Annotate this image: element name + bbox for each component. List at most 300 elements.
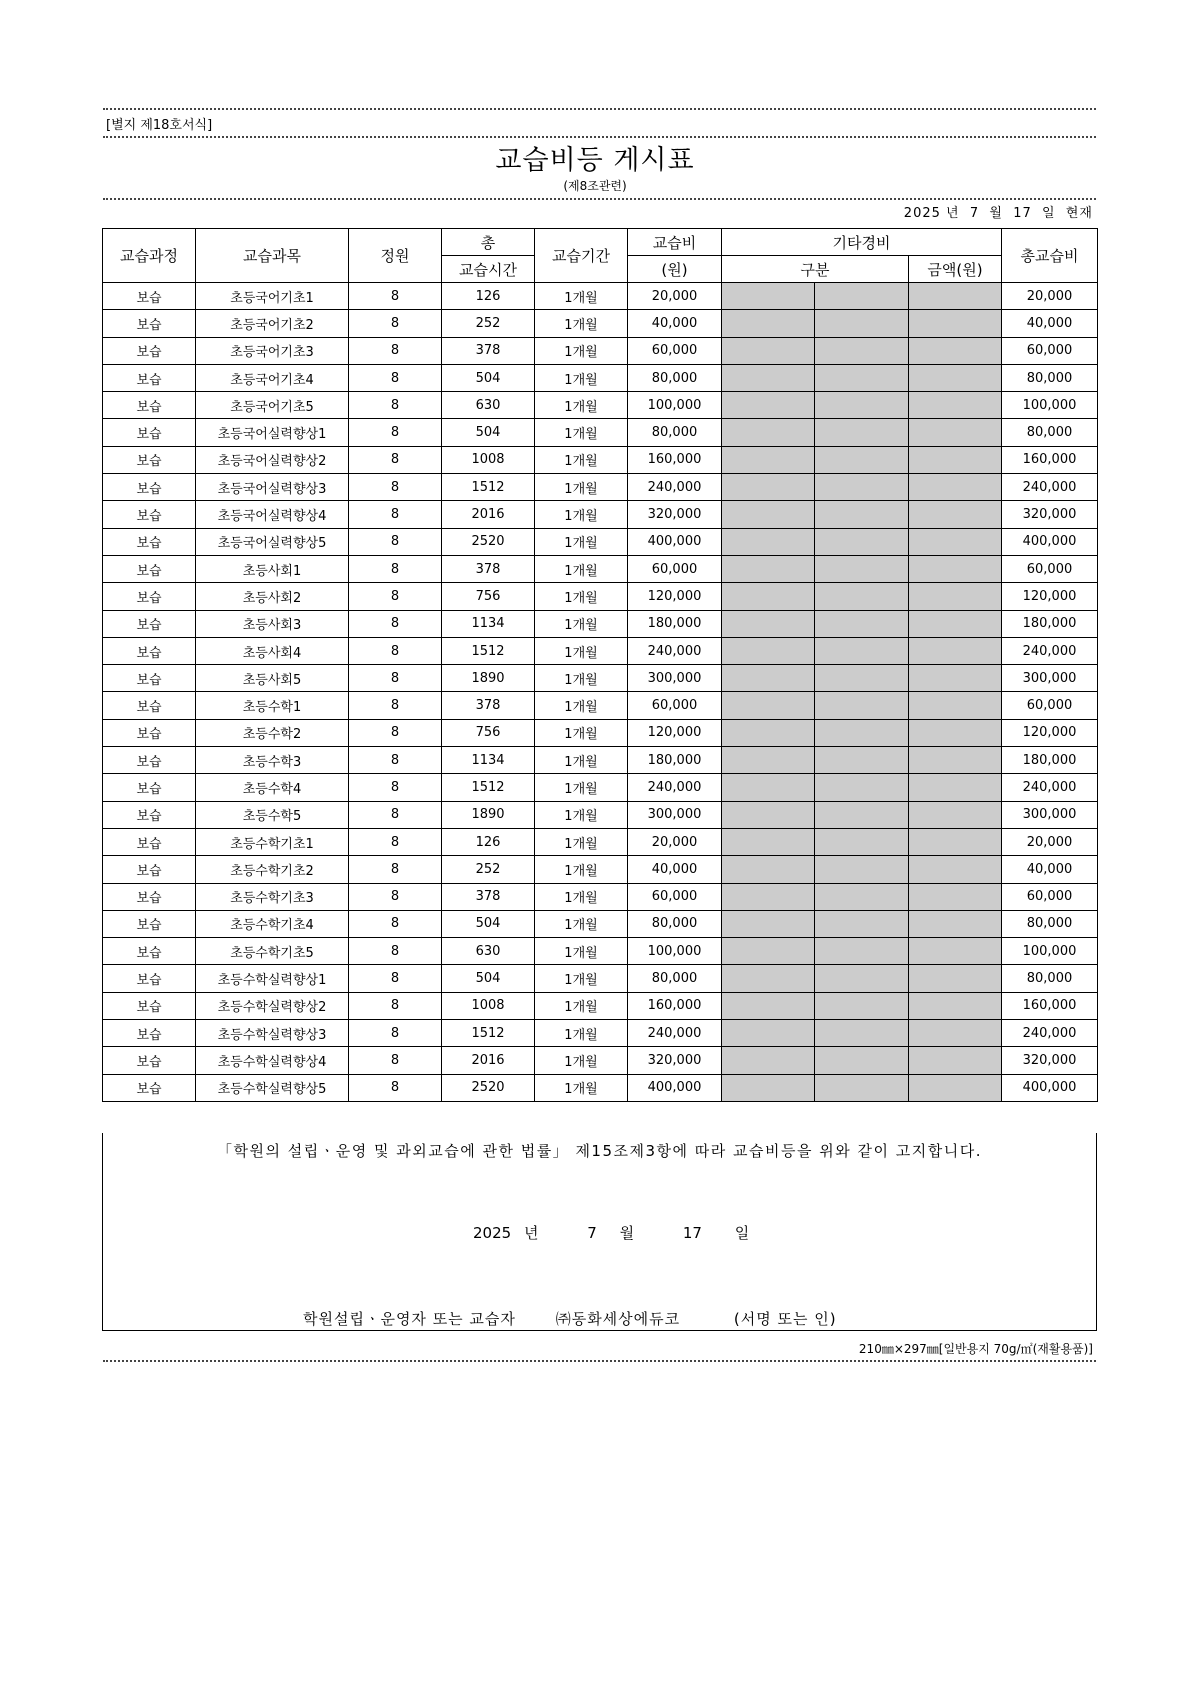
cell-category-2: [815, 528, 909, 555]
cell-category-1: [722, 1020, 815, 1047]
cell-grand-total: 320,000: [1002, 501, 1098, 528]
cell-grand-total: 80,000: [1002, 419, 1098, 446]
cell-category-2: [815, 992, 909, 1019]
cell-amount: [909, 555, 1002, 582]
cell-period: 1개월: [535, 938, 628, 965]
cell-category-2: [815, 1047, 909, 1074]
cell-subject: 초등사회3: [196, 610, 349, 637]
cell-category-2: [815, 419, 909, 446]
cell-period: 1개월: [535, 774, 628, 801]
header-category: 구분: [722, 256, 909, 283]
cell-subject: 초등국어실력향상3: [196, 474, 349, 501]
cell-grand-total: 240,000: [1002, 774, 1098, 801]
cell-course: 보습: [103, 637, 196, 664]
cell-fee: 400,000: [628, 1074, 722, 1101]
cell-category-1: [722, 665, 815, 692]
cell-subject: 초등수학3: [196, 747, 349, 774]
cell-course: 보습: [103, 337, 196, 364]
cell-total-hours: 1512: [442, 774, 535, 801]
cell-period: 1개월: [535, 719, 628, 746]
cell-category-1: [722, 719, 815, 746]
cell-subject: 초등수학1: [196, 692, 349, 719]
cell-total-hours: 1890: [442, 665, 535, 692]
cell-total-hours: 378: [442, 337, 535, 364]
cell-period: 1개월: [535, 637, 628, 664]
cell-grand-total: 60,000: [1002, 337, 1098, 364]
cell-category-1: [722, 938, 815, 965]
as-of-year: 2025: [903, 206, 941, 221]
cell-course: 보습: [103, 910, 196, 937]
cell-category-2: [815, 965, 909, 992]
cell-period: 1개월: [535, 883, 628, 910]
cell-course: 보습: [103, 583, 196, 610]
cell-amount: [909, 474, 1002, 501]
cell-capacity: 8: [349, 637, 442, 664]
cell-total-hours: 1890: [442, 801, 535, 828]
cell-amount: [909, 665, 1002, 692]
cell-amount: [909, 1074, 1002, 1101]
cell-course: 보습: [103, 364, 196, 391]
cell-category-2: [815, 555, 909, 582]
cell-capacity: 8: [349, 910, 442, 937]
cell-category-2: [815, 337, 909, 364]
cell-category-1: [722, 555, 815, 582]
as-of-suffix: 현재: [1065, 206, 1093, 221]
top-dotted-rule-3: [103, 198, 1096, 200]
cell-fee: 180,000: [628, 610, 722, 637]
cell-course: 보습: [103, 992, 196, 1019]
cell-grand-total: 300,000: [1002, 801, 1098, 828]
cell-fee: 180,000: [628, 747, 722, 774]
cell-category-1: [722, 747, 815, 774]
table-row: [103, 364, 1098, 391]
cell-fee: 240,000: [628, 637, 722, 664]
as-of-year-unit: 년: [946, 206, 960, 221]
cell-total-hours: 1512: [442, 637, 535, 664]
cell-subject: 초등수학실력향상1: [196, 965, 349, 992]
cell-amount: [909, 747, 1002, 774]
cell-course: 보습: [103, 665, 196, 692]
cell-fee: 60,000: [628, 337, 722, 364]
cell-capacity: 8: [349, 883, 442, 910]
cell-category-1: [722, 965, 815, 992]
cell-subject: 초등수학실력향상5: [196, 1074, 349, 1101]
cell-capacity: 8: [349, 446, 442, 473]
cell-category-2: [815, 828, 909, 855]
cell-fee: 300,000: [628, 665, 722, 692]
cell-capacity: 8: [349, 938, 442, 965]
top-dotted-rule-1: [103, 108, 1096, 110]
table-row: [103, 1074, 1098, 1101]
cell-capacity: 8: [349, 474, 442, 501]
cell-subject: 초등국어기초1: [196, 283, 349, 310]
cell-fee: 100,000: [628, 938, 722, 965]
cell-fee: 80,000: [628, 364, 722, 391]
cell-fee: 320,000: [628, 1047, 722, 1074]
cell-total-hours: 630: [442, 938, 535, 965]
cell-course: 보습: [103, 747, 196, 774]
cell-course: 보습: [103, 828, 196, 855]
cell-category-1: [722, 310, 815, 337]
cell-total-hours: 126: [442, 828, 535, 855]
cell-capacity: 8: [349, 392, 442, 419]
cell-category-1: [722, 828, 815, 855]
cell-total-hours: 504: [442, 910, 535, 937]
cell-subject: 초등국어기초4: [196, 364, 349, 391]
cell-period: 1개월: [535, 364, 628, 391]
cell-category-1: [722, 610, 815, 637]
cell-category-2: [815, 637, 909, 664]
cell-fee: 120,000: [628, 583, 722, 610]
cell-grand-total: 60,000: [1002, 555, 1098, 582]
cell-total-hours: 1512: [442, 474, 535, 501]
cell-capacity: 8: [349, 501, 442, 528]
cell-course: 보습: [103, 446, 196, 473]
cell-category-2: [815, 938, 909, 965]
cell-total-hours: 1134: [442, 610, 535, 637]
table-row: [103, 1020, 1098, 1047]
cell-amount: [909, 637, 1002, 664]
cell-grand-total: 20,000: [1002, 283, 1098, 310]
cell-capacity: 8: [349, 337, 442, 364]
cell-total-hours: 504: [442, 419, 535, 446]
cell-period: 1개월: [535, 856, 628, 883]
cell-subject: 초등수학실력향상4: [196, 1047, 349, 1074]
cell-total-hours: 378: [442, 692, 535, 719]
cell-grand-total: 80,000: [1002, 364, 1098, 391]
cell-grand-total: 60,000: [1002, 883, 1098, 910]
table-row: [103, 774, 1098, 801]
cell-capacity: 8: [349, 719, 442, 746]
cell-amount: [909, 583, 1002, 610]
cell-total-hours: 2520: [442, 528, 535, 555]
cell-amount: [909, 856, 1002, 883]
cell-amount: [909, 883, 1002, 910]
cell-amount: [909, 392, 1002, 419]
cell-grand-total: 80,000: [1002, 910, 1098, 937]
cell-subject: 초등국어실력향상1: [196, 419, 349, 446]
cell-category-1: [722, 856, 815, 883]
cell-grand-total: 80,000: [1002, 965, 1098, 992]
cell-period: 1개월: [535, 283, 628, 310]
cell-fee: 400,000: [628, 528, 722, 555]
cell-capacity: 8: [349, 364, 442, 391]
table-row: [103, 692, 1098, 719]
cell-category-1: [722, 474, 815, 501]
cell-fee: 320,000: [628, 501, 722, 528]
cell-capacity: 8: [349, 610, 442, 637]
cell-period: 1개월: [535, 910, 628, 937]
cell-amount: [909, 692, 1002, 719]
table-row: [103, 310, 1098, 337]
cell-period: 1개월: [535, 474, 628, 501]
form-number: [별지 제18호서식]: [106, 118, 213, 133]
cell-course: 보습: [103, 938, 196, 965]
cell-category-2: [815, 801, 909, 828]
cell-grand-total: 40,000: [1002, 310, 1098, 337]
footer-day: 17: [682, 1224, 702, 1242]
cell-category-1: [722, 637, 815, 664]
cell-category-2: [815, 883, 909, 910]
cell-category-1: [722, 910, 815, 937]
cell-subject: 초등수학2: [196, 719, 349, 746]
signer-name: ㈜동화세상에듀코: [555, 1310, 681, 1328]
header-period: 교습기간: [535, 229, 628, 283]
cell-grand-total: 160,000: [1002, 992, 1098, 1019]
cell-amount: [909, 610, 1002, 637]
cell-subject: 초등국어기초5: [196, 392, 349, 419]
cell-capacity: 8: [349, 1074, 442, 1101]
cell-category-1: [722, 337, 815, 364]
cell-category-2: [815, 1074, 909, 1101]
cell-subject: 초등국어실력향상2: [196, 446, 349, 473]
as-of-date: [904, 202, 1093, 221]
cell-total-hours: 378: [442, 883, 535, 910]
notice-text: 「학원의 설립ㆍ운영 및 과외교습에 관한 법률」 제15조제3항에 따라 교습비등을 위와 같이 고지합니다.: [217, 1142, 982, 1160]
cell-course: 보습: [103, 1047, 196, 1074]
cell-period: 1개월: [535, 801, 628, 828]
table-row: [103, 719, 1098, 746]
cell-total-hours: 756: [442, 583, 535, 610]
cell-total-hours: 126: [442, 283, 535, 310]
cell-category-1: [722, 774, 815, 801]
cell-period: 1개월: [535, 1020, 628, 1047]
cell-category-1: [722, 692, 815, 719]
cell-amount: [909, 1020, 1002, 1047]
cell-category-2: [815, 392, 909, 419]
cell-course: 보습: [103, 692, 196, 719]
cell-grand-total: 100,000: [1002, 392, 1098, 419]
footer-date: [473, 1222, 749, 1243]
cell-subject: 초등수학기초5: [196, 938, 349, 965]
cell-subject: 초등수학기초3: [196, 883, 349, 910]
cell-course: 보습: [103, 419, 196, 446]
cell-amount: [909, 1047, 1002, 1074]
cell-category-2: [815, 610, 909, 637]
cell-capacity: 8: [349, 555, 442, 582]
cell-amount: [909, 965, 1002, 992]
cell-fee: 60,000: [628, 555, 722, 582]
page-title: 교습비등 게시표: [495, 145, 695, 176]
cell-subject: 초등사회1: [196, 555, 349, 582]
table-row: [103, 555, 1098, 582]
cell-category-1: [722, 364, 815, 391]
as-of-day-unit: 일: [1042, 206, 1056, 221]
cell-total-hours: 378: [442, 555, 535, 582]
cell-capacity: 8: [349, 583, 442, 610]
cell-fee: 80,000: [628, 910, 722, 937]
cell-period: 1개월: [535, 665, 628, 692]
table-row: [103, 1047, 1098, 1074]
cell-period: 1개월: [535, 446, 628, 473]
cell-subject: 초등수학기초4: [196, 910, 349, 937]
cell-subject: 초등국어기초2: [196, 310, 349, 337]
cell-fee: 240,000: [628, 1020, 722, 1047]
as-of-month: 7: [969, 206, 980, 221]
table-row: [103, 474, 1098, 501]
cell-category-2: [815, 446, 909, 473]
cell-category-1: [722, 883, 815, 910]
cell-period: 1개월: [535, 392, 628, 419]
table-row: [103, 419, 1098, 446]
cell-category-2: [815, 747, 909, 774]
footer-year-unit: 년: [523, 1224, 539, 1242]
cell-capacity: 8: [349, 528, 442, 555]
cell-grand-total: 120,000: [1002, 583, 1098, 610]
cell-category-1: [722, 501, 815, 528]
footer-month: 7: [587, 1224, 597, 1242]
cell-amount: [909, 801, 1002, 828]
cell-period: 1개월: [535, 1047, 628, 1074]
cell-category-2: [815, 665, 909, 692]
cell-course: 보습: [103, 883, 196, 910]
cell-grand-total: 400,000: [1002, 528, 1098, 555]
bottom-dotted-rule: [103, 1360, 1096, 1362]
cell-fee: 60,000: [628, 883, 722, 910]
cell-total-hours: 2016: [442, 1047, 535, 1074]
table-row: [103, 283, 1098, 310]
cell-course: 보습: [103, 474, 196, 501]
cell-period: 1개월: [535, 965, 628, 992]
cell-fee: 40,000: [628, 310, 722, 337]
cell-amount: [909, 446, 1002, 473]
cell-total-hours: 1008: [442, 446, 535, 473]
cell-subject: 초등수학실력향상2: [196, 992, 349, 1019]
footer-day-unit: 일: [734, 1224, 750, 1242]
cell-grand-total: 400,000: [1002, 1074, 1098, 1101]
cell-subject: 초등국어실력향상4: [196, 501, 349, 528]
cell-category-2: [815, 310, 909, 337]
table-row: [103, 446, 1098, 473]
cell-capacity: 8: [349, 419, 442, 446]
cell-grand-total: 240,000: [1002, 637, 1098, 664]
cell-total-hours: 252: [442, 310, 535, 337]
header-total-hours-bottom: 교습시간: [442, 256, 535, 283]
cell-amount: [909, 910, 1002, 937]
cell-category-1: [722, 283, 815, 310]
header-other-expenses: 기타경비: [722, 229, 1002, 256]
cell-grand-total: 20,000: [1002, 828, 1098, 855]
cell-subject: 초등국어실력향상5: [196, 528, 349, 555]
cell-amount: [909, 528, 1002, 555]
cell-subject: 초등수학4: [196, 774, 349, 801]
cell-fee: 100,000: [628, 392, 722, 419]
cell-category-1: [722, 1047, 815, 1074]
table-row: [103, 828, 1098, 855]
cell-course: 보습: [103, 719, 196, 746]
cell-amount: [909, 310, 1002, 337]
cell-subject: 초등사회5: [196, 665, 349, 692]
cell-grand-total: 240,000: [1002, 474, 1098, 501]
cell-amount: [909, 364, 1002, 391]
cell-total-hours: 2520: [442, 1074, 535, 1101]
cell-total-hours: 1008: [442, 992, 535, 1019]
cell-category-1: [722, 392, 815, 419]
cell-fee: 20,000: [628, 283, 722, 310]
cell-fee: 160,000: [628, 446, 722, 473]
cell-category-1: [722, 992, 815, 1019]
cell-fee: 120,000: [628, 719, 722, 746]
cell-fee: 300,000: [628, 801, 722, 828]
cell-category-1: [722, 583, 815, 610]
cell-course: 보습: [103, 310, 196, 337]
cell-grand-total: 120,000: [1002, 719, 1098, 746]
cell-course: 보습: [103, 392, 196, 419]
cell-subject: 초등수학기초1: [196, 828, 349, 855]
cell-course: 보습: [103, 528, 196, 555]
paper-spec: 210㎜×297㎜[일반용지 70g/㎡(재활용품)]: [858, 1342, 1093, 1356]
cell-capacity: 8: [349, 856, 442, 883]
notice-box: [102, 1133, 1097, 1331]
cell-category-1: [722, 419, 815, 446]
cell-grand-total: 180,000: [1002, 610, 1098, 637]
cell-category-2: [815, 1020, 909, 1047]
cell-category-2: [815, 283, 909, 310]
cell-period: 1개월: [535, 501, 628, 528]
table-row: [103, 883, 1098, 910]
cell-grand-total: 100,000: [1002, 938, 1098, 965]
table-row: [103, 965, 1098, 992]
cell-course: 보습: [103, 801, 196, 828]
table-row: [103, 856, 1098, 883]
table-row: [103, 528, 1098, 555]
footer-year: 2025: [473, 1224, 512, 1242]
cell-category-2: [815, 501, 909, 528]
cell-period: 1개월: [535, 310, 628, 337]
cell-period: 1개월: [535, 828, 628, 855]
cell-category-2: [815, 856, 909, 883]
cell-grand-total: 240,000: [1002, 1020, 1098, 1047]
cell-course: 보습: [103, 1020, 196, 1047]
header-grand-total: 총교습비: [1002, 229, 1098, 283]
as-of-month-unit: 월: [989, 206, 1003, 221]
cell-period: 1개월: [535, 555, 628, 582]
cell-capacity: 8: [349, 965, 442, 992]
table-row: [103, 938, 1098, 965]
cell-category-2: [815, 774, 909, 801]
cell-fee: 80,000: [628, 965, 722, 992]
cell-grand-total: 160,000: [1002, 446, 1098, 473]
cell-capacity: 8: [349, 692, 442, 719]
page-subtitle: (제8조관련): [563, 179, 627, 193]
cell-total-hours: 504: [442, 965, 535, 992]
cell-amount: [909, 828, 1002, 855]
cell-total-hours: 504: [442, 364, 535, 391]
cell-fee: 20,000: [628, 828, 722, 855]
cell-subject: 초등국어기초3: [196, 337, 349, 364]
table-row: [103, 392, 1098, 419]
cell-category-1: [722, 801, 815, 828]
header-course: 교습과정: [103, 229, 196, 283]
cell-subject: 초등수학기초2: [196, 856, 349, 883]
cell-fee: 240,000: [628, 774, 722, 801]
header-fee-bottom: (원): [628, 256, 722, 283]
cell-category-2: [815, 474, 909, 501]
cell-period: 1개월: [535, 337, 628, 364]
fee-table: [102, 228, 1098, 1102]
cell-period: 1개월: [535, 583, 628, 610]
cell-grand-total: 320,000: [1002, 1047, 1098, 1074]
cell-amount: [909, 283, 1002, 310]
cell-amount: [909, 419, 1002, 446]
cell-category-1: [722, 1074, 815, 1101]
cell-grand-total: 300,000: [1002, 665, 1098, 692]
header-capacity: 정원: [349, 229, 442, 283]
cell-total-hours: 2016: [442, 501, 535, 528]
header-amount: 금액(원): [909, 256, 1002, 283]
cell-grand-total: 180,000: [1002, 747, 1098, 774]
cell-category-2: [815, 364, 909, 391]
